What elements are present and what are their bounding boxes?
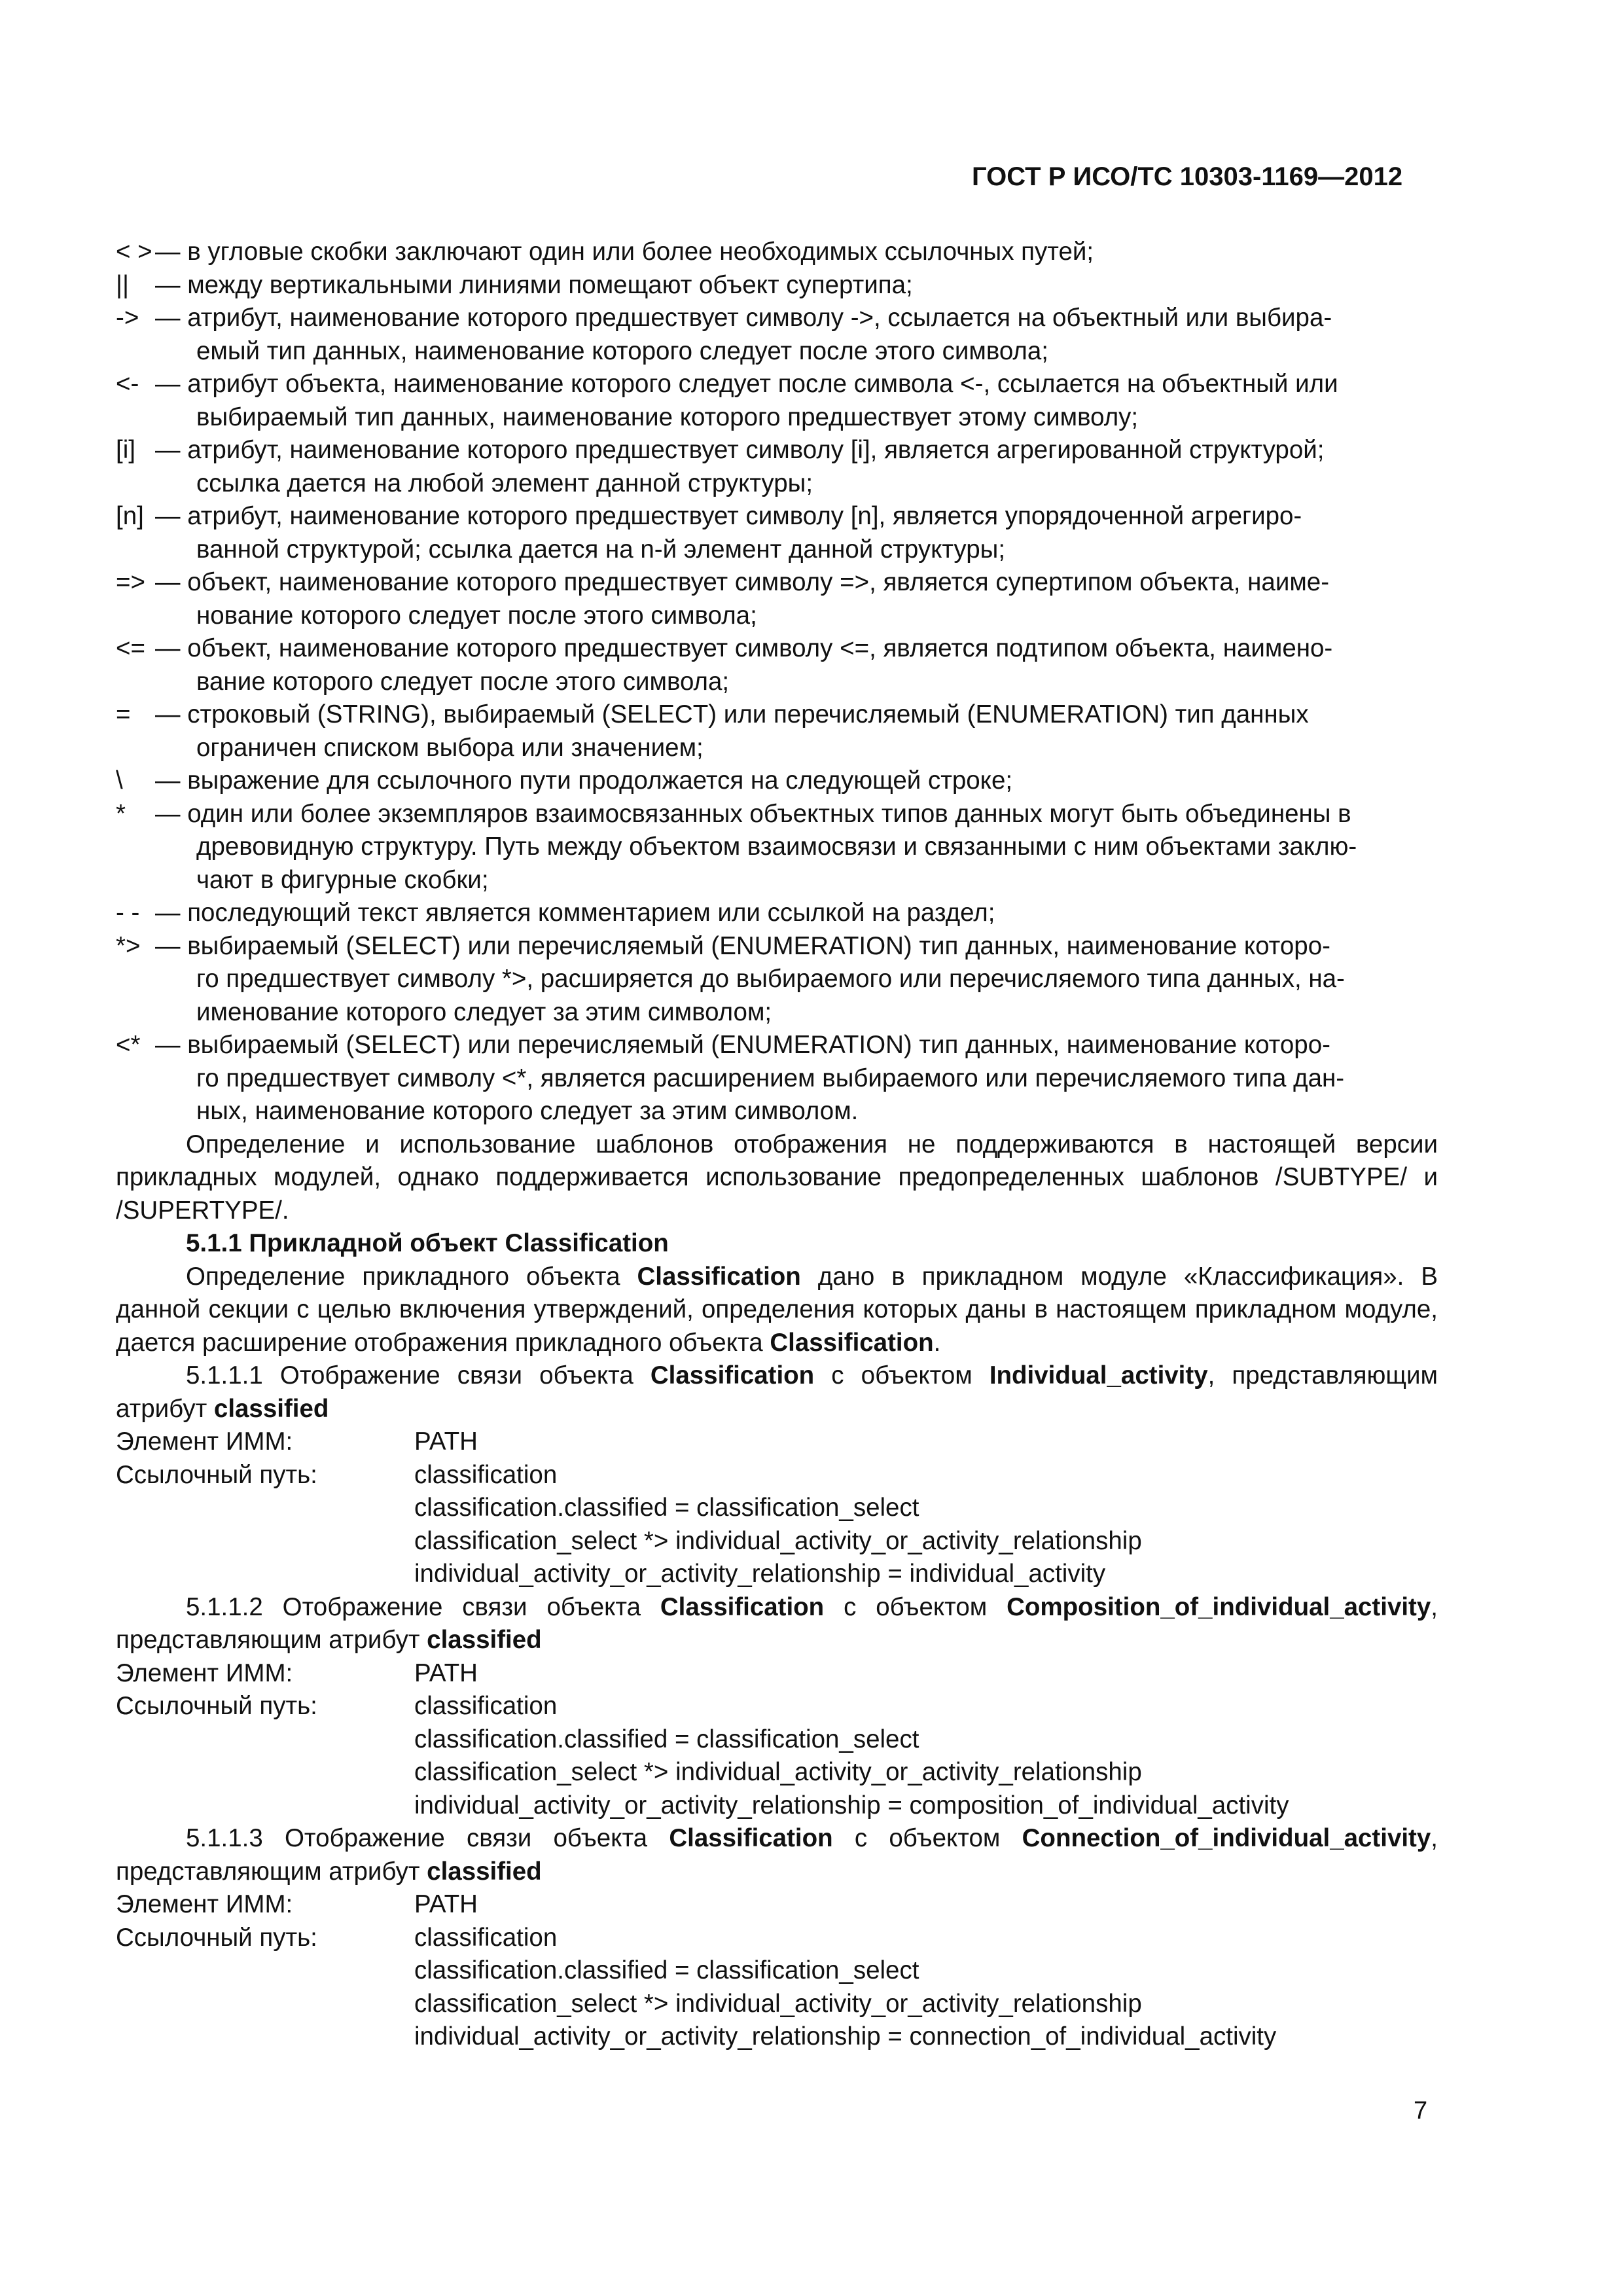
ref-path-row <box>116 1690 1438 1723</box>
ref-path-line: classification <box>414 1460 558 1489</box>
notation-symbol: <= <box>116 634 145 662</box>
notation-item <box>116 368 1438 434</box>
notation-text-cont: именование которого следует за этим символом; <box>196 997 772 1026</box>
ref-path-label: Ссылочный путь: <box>116 1460 317 1489</box>
notation-text: — объект, наименование которого предшествует символу <=, является подтипом объекта, наимено- <box>155 634 1333 662</box>
element-label: Элемент ИММ: <box>116 1659 293 1687</box>
subsection-title: 5.1.1.1 Отображение связи объекта Classification с объектом Individual_activity, представляющим атрибут classified <box>116 1361 1438 1423</box>
notation-symbol: => <box>116 568 145 596</box>
ref-path-label: Ссылочный путь: <box>116 1923 317 1952</box>
page-number: 7 <box>1414 2097 1428 2125</box>
templates-paragraph: Определение и использование шаблонов отображения не поддерживаются в настоящей версии прикладных модулей, однако поддерживается использование предопределенных шаблонов /SUBTYPE/ и /SUPERTYPE/. <box>116 1130 1438 1225</box>
notation-text-cont: го предшествует символу <*, является расширением выбираемого или перечисляемого типа дан- <box>196 1064 1345 1092</box>
ref-path-line: classification.classified = classification_select <box>414 1725 919 1753</box>
notation-text-cont: ссылка дается на любой элемент данной структуры; <box>196 469 813 497</box>
notation-text: — атрибут, наименование которого предшествует символу [n], является упорядоченной агрегиро- <box>155 502 1302 530</box>
notation-symbol: <- <box>116 370 139 398</box>
notation-item <box>116 764 1438 798</box>
notation-text-cont: чают в фигурные скобки; <box>196 865 489 894</box>
notation-text: — последующий текст является комментарием или ссылкой на раздел; <box>155 899 995 927</box>
notation-symbol: \ <box>116 766 123 795</box>
notation-text-cont: ограничен списком выбора или значением; <box>196 733 704 762</box>
notation-item <box>116 566 1438 632</box>
notation-text: — атрибут, наименование которого предшествует символу ->, ссылается на объектный или выбира- <box>155 304 1332 332</box>
notation-text-cont: древовидную структуру. Путь между объектом взаимосвязи и связанными с ним объектами заклю- <box>196 833 1357 861</box>
notation-text: — в угловые скобки заключают один или более необходимых ссылочных путей; <box>155 238 1094 266</box>
element-row <box>116 1657 1438 1691</box>
entity-name: Classification <box>770 1328 934 1357</box>
ref-path-label: Ссылочный путь: <box>116 1692 317 1720</box>
element-row <box>116 1888 1438 1922</box>
section-intro: Определение прикладного объекта Classification дано в прикладном модуле «Классификация». В данной секции с целью включения утверждений, определения которых даны в настоящем прикладном модуле, дается расширение отображения прикладного объекта Classification. <box>116 1262 1438 1357</box>
notation-item <box>116 632 1438 698</box>
notation-text: — атрибут, наименование которого предшествует символу [i], является агрегированной структурой; <box>155 436 1325 464</box>
notation-item <box>116 1029 1438 1128</box>
ref-path-line: classification.classified = classification_select <box>414 1494 919 1522</box>
notation-text-cont: го предшествует символу *>, расширяется до выбираемого или перечисляемого типа данных, на- <box>196 965 1345 993</box>
notation-text-cont: выбираемый тип данных, наименование которого предшествует этому символу; <box>196 403 1139 431</box>
mapping-subsection <box>116 1822 1438 2054</box>
notation-text-cont: нование которого следует после этого символа; <box>196 601 757 630</box>
notation-text: — между вертикальными линиями помещают объект супертипа; <box>155 270 913 299</box>
section-heading: 5.1.1 Прикладной объект Classification <box>186 1229 669 1257</box>
subsection-title: 5.1.1.3 Отображение связи объекта Classification с объектом Connection_of_individual_activity, представляющим атрибут classified <box>116 1824 1438 1886</box>
entity-name: Classification <box>637 1262 801 1291</box>
subsection-title: 5.1.1.2 Отображение связи объекта Classification с объектом Composition_of_individual_activity, представляющим атрибут classified <box>116 1592 1438 1654</box>
notation-symbol: <* <box>116 1031 141 1059</box>
notation-symbol: || <box>116 270 130 299</box>
ref-path-line: classification.classified = classification_select <box>414 1956 919 1984</box>
document-header: ГОСТ Р ИСО/ТС 10303-1169—2012 <box>972 162 1403 191</box>
ref-path-line: individual_activity_or_activity_relationship = composition_of_individual_activity <box>414 1791 1289 1820</box>
notation-text-cont: ванной структурой; ссылка дается на n-й элемент данной структуры; <box>196 535 1006 564</box>
mapping-subsection <box>116 1359 1438 1591</box>
notation-symbol: < > <box>116 238 152 266</box>
notation-text: — выбираемый (SELECT) или перечисляемый (ENUMERATION) тип данных, наименование которо- <box>155 931 1330 960</box>
notation-item <box>116 897 1438 930</box>
ref-path-row <box>116 1459 1438 1492</box>
notation-item <box>116 302 1438 368</box>
notation-text: — строковый (STRING), выбираемый (SELECT) или перечисляемый (ENUMERATION) тип данных <box>155 700 1309 728</box>
element-value: PATH <box>414 1890 478 1918</box>
notation-text: — атрибут объекта, наименование которого следует после символа <-, ссылается на объектный или <box>155 370 1338 398</box>
notation-text: — выражение для ссылочного пути продолжается на следующей строке; <box>155 766 1013 795</box>
notation-symbol: [i] <box>116 436 135 464</box>
notation-item <box>116 930 1438 1030</box>
notation-symbol: *> <box>116 931 141 960</box>
notation-symbol: -> <box>116 304 139 332</box>
element-value: PATH <box>414 1427 478 1456</box>
notation-item <box>116 798 1438 897</box>
ref-path-line: individual_activity_or_activity_relationship = connection_of_individual_activity <box>414 2022 1277 2051</box>
ref-path-line: classification <box>414 1692 558 1720</box>
notation-list <box>116 236 1438 1128</box>
notation-text: — объект, наименование которого предшествует символу =>, является супертипом объекта, наиме- <box>155 568 1330 596</box>
notation-text-cont: ных, наименование которого следует за этим символом. <box>196 1097 859 1125</box>
mapping-subsection <box>116 1591 1438 1823</box>
page-content <box>116 236 1438 2054</box>
ref-path-row <box>116 1922 1438 1955</box>
element-value: PATH <box>414 1659 478 1687</box>
notation-symbol: * <box>116 799 126 828</box>
notation-item <box>116 698 1438 764</box>
ref-path-line: classification <box>414 1923 558 1952</box>
element-label: Элемент ИММ: <box>116 1890 293 1918</box>
ref-path-line: individual_activity_or_activity_relationship = individual_activity <box>414 1560 1106 1588</box>
notation-symbol: = <box>116 700 131 728</box>
notation-item <box>116 236 1438 269</box>
notation-text: — выбираемый (SELECT) или перечисляемый (ENUMERATION) тип данных, наименование которо- <box>155 1031 1330 1059</box>
notation-text: — один или более экземпляров взаимосвязанных объектных типов данных могут быть объединены в <box>155 799 1351 828</box>
notation-item <box>116 269 1438 302</box>
element-label: Элемент ИММ: <box>116 1427 293 1456</box>
ref-path-line: classification_select *> individual_activity_or_activity_relationship <box>414 1758 1142 1786</box>
notation-item <box>116 500 1438 566</box>
notation-item <box>116 434 1438 500</box>
ref-path-line: classification_select *> individual_activity_or_activity_relationship <box>414 1526 1142 1555</box>
notation-text-cont: вание которого следует после этого символа; <box>196 667 730 696</box>
element-row <box>116 1426 1438 1459</box>
notation-text-cont: емый тип данных, наименование которого следует после этого символа; <box>196 336 1048 365</box>
notation-symbol: [n] <box>116 502 144 530</box>
notation-symbol: - - <box>116 899 140 927</box>
ref-path-line: classification_select *> individual_activity_or_activity_relationship <box>414 1989 1142 2018</box>
